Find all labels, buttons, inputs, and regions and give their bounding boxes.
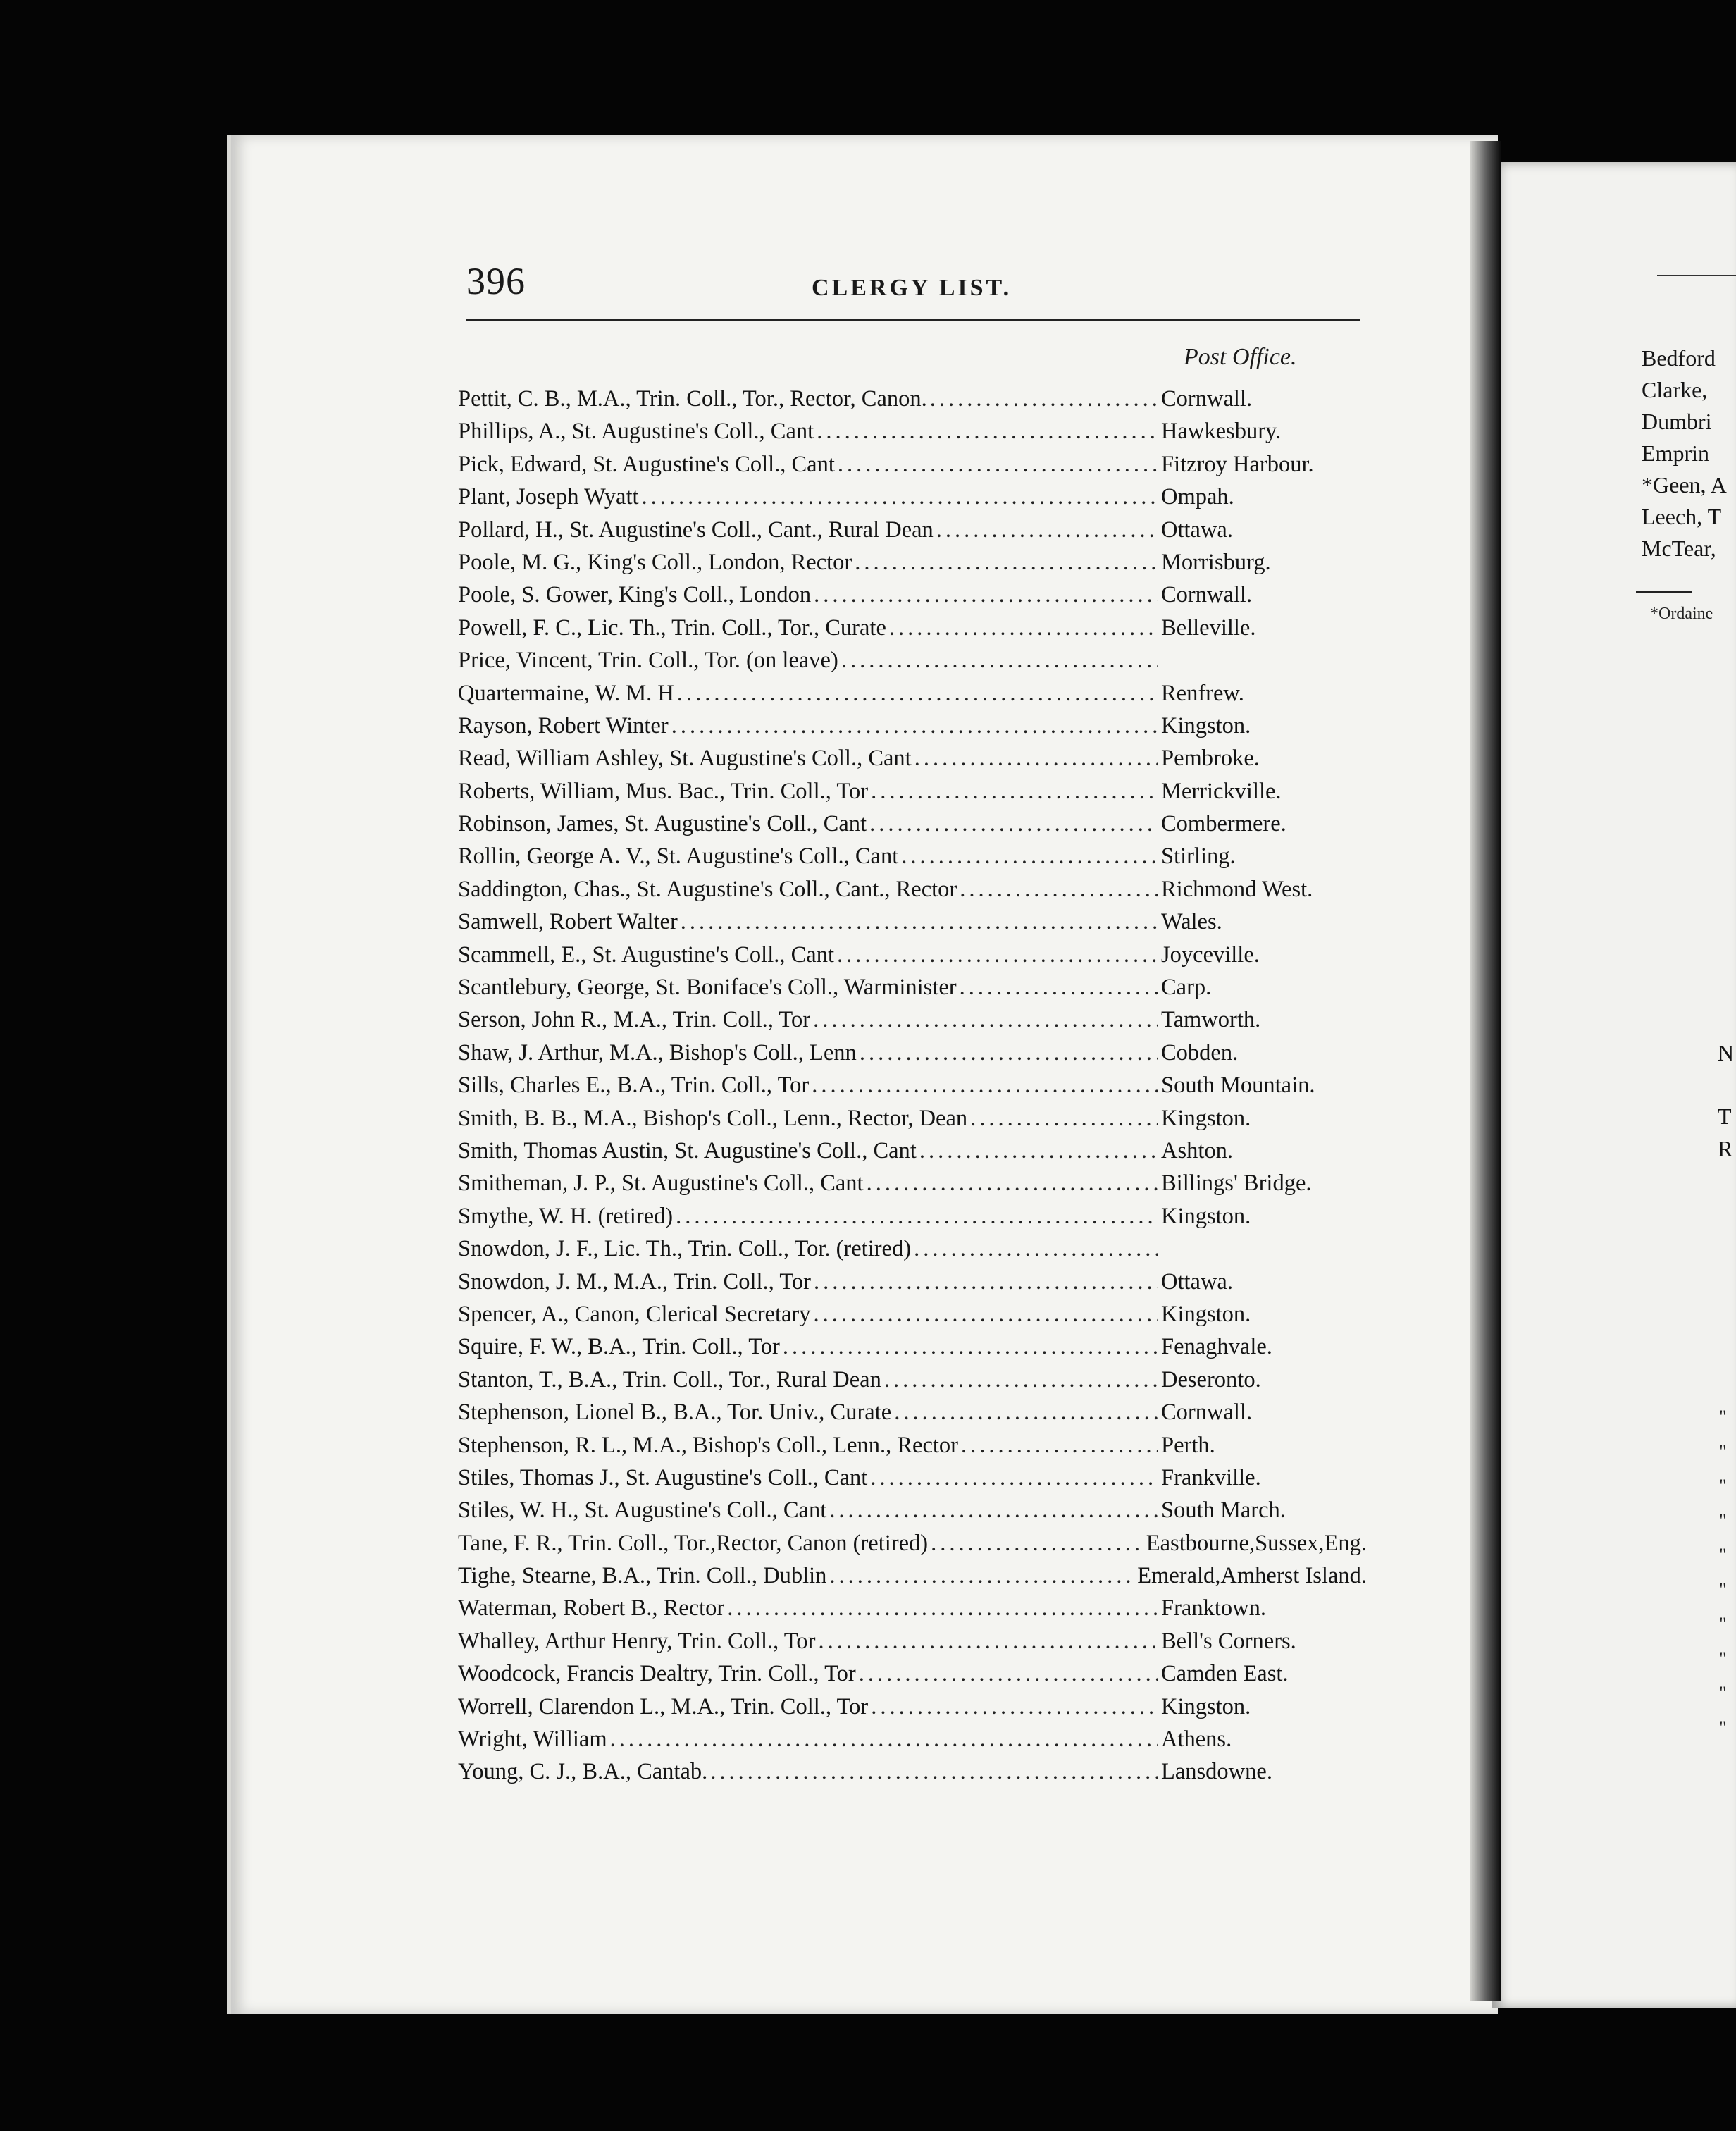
clergy-name: Quartermaine, W. M. H bbox=[458, 680, 674, 706]
dot-leader bbox=[870, 1465, 1158, 1491]
ditto-mark: " bbox=[1719, 1683, 1727, 1703]
dot-leader bbox=[829, 1497, 1158, 1524]
post-office: Kingston. bbox=[1161, 712, 1251, 739]
dot-leader bbox=[859, 1661, 1158, 1687]
dot-leader bbox=[710, 1759, 1158, 1785]
post-office: Ompah. bbox=[1161, 484, 1234, 510]
list-item bbox=[458, 1269, 1367, 1302]
list-item bbox=[458, 582, 1367, 614]
clergy-name: Squire, F. W., B.A., Trin. Coll., Tor bbox=[458, 1334, 780, 1360]
dot-leader bbox=[931, 1531, 1143, 1557]
dot-leader bbox=[727, 1595, 1158, 1622]
clergy-name: Stephenson, R. L., M.A., Bishop's Coll., Lenn., Rector bbox=[458, 1432, 959, 1458]
post-office: Kingston. bbox=[1161, 1105, 1251, 1131]
dot-leader bbox=[838, 452, 1158, 478]
dot-leader bbox=[855, 550, 1158, 576]
clergy-name: Smitheman, J. P., St. Augustine's Coll., Cant bbox=[458, 1170, 864, 1197]
list-item bbox=[458, 484, 1367, 517]
dot-leader bbox=[817, 419, 1158, 445]
facing-page-line: Emprin bbox=[1642, 440, 1709, 466]
clergy-name: Stiles, W. H., St. Augustine's Coll., Cant bbox=[458, 1497, 827, 1524]
clergy-name: Worrell, Clarendon L., M.A., Trin. Coll., Tor bbox=[458, 1693, 869, 1719]
ditto-mark: " bbox=[1719, 1441, 1727, 1462]
post-office: Fenaghvale. bbox=[1161, 1334, 1272, 1360]
dot-leader bbox=[642, 484, 1158, 510]
dot-leader bbox=[871, 1694, 1158, 1720]
list-item bbox=[458, 1400, 1367, 1432]
dot-leader bbox=[869, 811, 1158, 837]
post-office: Bell's Corners. bbox=[1161, 1628, 1296, 1654]
post-office: Fitzroy Harbour. bbox=[1161, 451, 1314, 477]
clergy-name: Pettit, C. B., M.A., Trin. Coll., Tor., Rector, Canon. bbox=[458, 386, 927, 412]
list-item bbox=[458, 550, 1367, 582]
list-item bbox=[458, 517, 1367, 550]
list-item bbox=[458, 1106, 1367, 1138]
dot-leader bbox=[671, 713, 1158, 739]
post-office: Kingston. bbox=[1161, 1693, 1251, 1719]
clergy-name: Stephenson, Lionel B., B.A., Tor. Univ., Curate bbox=[458, 1400, 892, 1426]
ditto-mark: " bbox=[1719, 1545, 1727, 1565]
facing-page-line: Dumbri bbox=[1642, 409, 1712, 434]
ditto-mark: " bbox=[1719, 1648, 1727, 1669]
dot-leader bbox=[970, 1106, 1158, 1132]
clergy-name: Shaw, J. Arthur, M.A., Bishop's Coll., Lenn bbox=[458, 1039, 857, 1066]
dot-leader bbox=[884, 1367, 1158, 1393]
list-item bbox=[458, 1367, 1367, 1400]
dot-leader bbox=[871, 779, 1158, 805]
dot-leader bbox=[681, 909, 1158, 935]
list-item bbox=[458, 1236, 1367, 1268]
list-item bbox=[458, 648, 1367, 680]
clergy-name: Smith, Thomas Austin, St. Augustine's Coll., Cant bbox=[458, 1137, 917, 1163]
page-number: 396 bbox=[466, 260, 526, 302]
clergy-name: Plant, Joseph Wyatt bbox=[458, 484, 639, 510]
dot-leader bbox=[676, 1204, 1158, 1230]
post-office: Billings' Bridge. bbox=[1161, 1170, 1312, 1197]
clergy-name: Pollard, H., St. Augustine's Coll., Cant., Rural Dean bbox=[458, 517, 934, 543]
clergy-name: Samwell, Robert Walter bbox=[458, 909, 678, 935]
list-item bbox=[458, 1661, 1367, 1693]
clergy-name: Waterman, Robert B., Rector bbox=[458, 1595, 725, 1622]
clergy-name: Serson, John R., M.A., Trin. Coll., Tor bbox=[458, 1007, 811, 1033]
list-item bbox=[458, 1138, 1367, 1170]
dot-leader bbox=[914, 746, 1158, 772]
list-item bbox=[458, 942, 1367, 975]
clergy-name: Saddington, Chas., St. Augustine's Coll., Cant., Rector bbox=[458, 876, 957, 902]
post-office: Frankville. bbox=[1161, 1464, 1261, 1490]
clergy-name: Phillips, A., St. Augustine's Coll., Cant bbox=[458, 419, 814, 445]
clergy-name: Woodcock, Francis Dealtry, Trin. Coll., Tor bbox=[458, 1661, 856, 1687]
clergy-name: Tighe, Stearne, B.A., Trin. Coll., Dublin bbox=[458, 1563, 827, 1589]
clergy-name: Stiles, Thomas J., St. Augustine's Coll., Cant bbox=[458, 1464, 868, 1490]
post-office: Lansdowne. bbox=[1161, 1759, 1272, 1785]
clergy-name: Snowdon, J. M., M.A., Trin. Coll., Tor bbox=[458, 1268, 811, 1295]
clergy-name: Poole, M. G., King's Coll., London, Rector bbox=[458, 549, 852, 575]
clergy-name: Powell, F. C., Lic. Th., Trin. Coll., Tor., Curate bbox=[458, 614, 886, 641]
dot-leader bbox=[677, 681, 1158, 707]
dot-leader bbox=[813, 1007, 1158, 1033]
post-office: Kingston. bbox=[1161, 1203, 1251, 1229]
list-item bbox=[458, 909, 1367, 941]
dot-leader bbox=[814, 1269, 1158, 1295]
dot-leader bbox=[610, 1727, 1158, 1753]
clergy-name: Wright, William bbox=[458, 1727, 607, 1753]
post-office: Cornwall. bbox=[1161, 386, 1253, 412]
list-item bbox=[458, 1204, 1367, 1236]
facing-page-rule bbox=[1657, 275, 1736, 276]
post-office: Cornwall. bbox=[1161, 582, 1253, 608]
page-title: CLERGY LIST. bbox=[812, 275, 1012, 301]
dot-leader bbox=[860, 1040, 1158, 1066]
post-office: Belleville. bbox=[1161, 614, 1256, 641]
list-item bbox=[458, 1302, 1367, 1334]
dot-leader bbox=[812, 1073, 1158, 1099]
post-office: Stirling. bbox=[1161, 844, 1236, 870]
dot-leader bbox=[818, 1629, 1158, 1655]
list-item bbox=[458, 1727, 1367, 1759]
list-item bbox=[458, 877, 1367, 909]
list-item bbox=[458, 1629, 1367, 1661]
post-office: Carp. bbox=[1161, 975, 1212, 1001]
list-item bbox=[458, 681, 1367, 713]
post-office: Camden East. bbox=[1161, 1661, 1289, 1687]
list-item bbox=[458, 419, 1367, 451]
post-office: Pembroke. bbox=[1161, 746, 1260, 772]
facing-page-line: Bedford bbox=[1642, 345, 1716, 371]
post-office-column-header: Post Office. bbox=[1184, 344, 1297, 370]
clergy-name: Robinson, James, St. Augustine's Coll., Cant bbox=[458, 811, 867, 837]
clergy-name: Young, C. J., B.A., Cantab. bbox=[458, 1759, 708, 1785]
list-item bbox=[458, 975, 1367, 1007]
running-head bbox=[466, 254, 1360, 321]
ditto-mark: " bbox=[1719, 1476, 1727, 1496]
dot-leader bbox=[889, 615, 1158, 641]
facing-page-letter: R bbox=[1718, 1136, 1733, 1161]
list-item bbox=[458, 1073, 1367, 1105]
post-office: Tamworth. bbox=[1161, 1007, 1261, 1033]
facing-page-line: *Geen, A bbox=[1642, 472, 1727, 498]
facing-page-footnote: *Ordaine bbox=[1650, 605, 1713, 623]
dot-leader bbox=[914, 1236, 1158, 1262]
post-office: Athens. bbox=[1161, 1727, 1232, 1753]
list-item bbox=[458, 1433, 1367, 1465]
facing-page-line: McTear, bbox=[1642, 536, 1716, 561]
list-item bbox=[458, 811, 1367, 844]
clergy-name: Price, Vincent, Trin. Coll., Tor. (on leave) bbox=[458, 648, 838, 674]
list-item bbox=[458, 779, 1367, 811]
clergy-name: Roberts, William, Mus. Bac., Trin. Coll., Tor bbox=[458, 778, 869, 804]
ditto-mark: " bbox=[1719, 1717, 1727, 1738]
post-office: Richmond West. bbox=[1161, 876, 1313, 902]
facing-page-line: Leech, T bbox=[1642, 504, 1722, 529]
post-office: South Mountain. bbox=[1161, 1073, 1315, 1099]
post-office: Combermere. bbox=[1161, 811, 1286, 837]
list-item bbox=[458, 1497, 1367, 1530]
clergy-name: Spencer, A., Canon, Clerical Secretary bbox=[458, 1301, 811, 1327]
clergy-name: Stanton, T., B.A., Trin. Coll., Tor., Rural Dean bbox=[458, 1366, 881, 1392]
post-office: Hawkesbury. bbox=[1161, 419, 1282, 445]
list-item bbox=[458, 1531, 1367, 1563]
ditto-mark: " bbox=[1719, 1579, 1727, 1600]
dot-leader bbox=[894, 1400, 1158, 1426]
post-office: Perth. bbox=[1161, 1432, 1215, 1458]
dot-leader bbox=[841, 648, 1158, 674]
post-office: Deseronto. bbox=[1161, 1366, 1261, 1392]
post-office: Cornwall. bbox=[1161, 1400, 1253, 1426]
clergy-name: Smythe, W. H. (retired) bbox=[458, 1203, 674, 1229]
dot-leader bbox=[960, 877, 1158, 903]
clergy-name: Scantlebury, George, St. Boniface's Coll., Warminister bbox=[458, 975, 957, 1001]
post-office: Franktown. bbox=[1161, 1595, 1266, 1622]
post-office: Cobden. bbox=[1161, 1039, 1239, 1066]
list-item bbox=[458, 452, 1367, 484]
list-item bbox=[458, 1334, 1367, 1366]
clergy-name: Whalley, Arthur Henry, Trin. Coll., Tor bbox=[458, 1628, 816, 1654]
post-office: Ashton. bbox=[1161, 1137, 1234, 1163]
list-item bbox=[458, 1595, 1367, 1628]
clergy-name: Rayson, Robert Winter bbox=[458, 712, 669, 739]
list-item bbox=[458, 615, 1367, 648]
dot-leader bbox=[813, 1302, 1158, 1328]
facing-page-letter: N bbox=[1718, 1040, 1735, 1066]
list-item bbox=[458, 386, 1367, 419]
list-item bbox=[458, 1170, 1367, 1203]
list-item bbox=[458, 1465, 1367, 1497]
dot-leader bbox=[961, 1433, 1158, 1459]
footnote-rule bbox=[1636, 591, 1692, 593]
post-office: Ottawa. bbox=[1161, 517, 1233, 543]
clergy-name: Poole, S. Gower, King's Coll., London bbox=[458, 582, 812, 608]
dot-leader bbox=[867, 1170, 1158, 1197]
clergy-name: Tane, F. R., Trin. Coll., Tor.,Rector, Canon (retired) bbox=[458, 1530, 929, 1556]
ditto-mark: " bbox=[1719, 1614, 1727, 1634]
post-office: Merrickville. bbox=[1161, 778, 1282, 804]
ditto-mark: " bbox=[1719, 1510, 1727, 1531]
post-office: Wales. bbox=[1161, 909, 1222, 935]
facing-page-letter: T bbox=[1718, 1104, 1732, 1129]
dot-leader bbox=[936, 517, 1158, 543]
post-office: Eastbourne,Sussex,Eng. bbox=[1146, 1530, 1367, 1556]
right-page bbox=[1492, 162, 1736, 2008]
list-item bbox=[458, 1759, 1367, 1791]
list-item bbox=[458, 1040, 1367, 1073]
book-gutter bbox=[1470, 141, 1501, 2001]
list-item bbox=[458, 746, 1367, 778]
clergy-list bbox=[458, 386, 1367, 1792]
clergy-name: Sills, Charles E., B.A., Trin. Coll., Tor bbox=[458, 1073, 810, 1099]
list-item bbox=[458, 1694, 1367, 1727]
facing-page-line: Clarke, bbox=[1642, 377, 1708, 402]
dot-leader bbox=[901, 844, 1158, 870]
dot-leader bbox=[814, 582, 1158, 608]
dot-leader bbox=[919, 1138, 1158, 1164]
clergy-name: Rollin, George A. V., St. Augustine's Coll., Cant bbox=[458, 844, 899, 870]
clergy-name: Read, William Ashley, St. Augustine's Coll., Cant bbox=[458, 746, 912, 772]
post-office: Joyceville. bbox=[1161, 941, 1260, 968]
post-office: South March. bbox=[1161, 1497, 1286, 1524]
post-office: Morrisburg. bbox=[1161, 549, 1271, 575]
clergy-name: Pick, Edward, St. Augustine's Coll., Cant bbox=[458, 451, 835, 477]
ditto-mark: " bbox=[1719, 1407, 1727, 1427]
dot-leader bbox=[930, 386, 1158, 412]
list-item bbox=[458, 1007, 1367, 1039]
clergy-name: Snowdon, J. F., Lic. Th., Trin. Coll., Tor. (retired) bbox=[458, 1236, 912, 1262]
dot-leader bbox=[783, 1334, 1158, 1360]
dot-leader bbox=[960, 975, 1158, 1001]
list-item bbox=[458, 844, 1367, 876]
post-office: Renfrew. bbox=[1161, 680, 1244, 706]
post-office: Ottawa. bbox=[1161, 1268, 1233, 1295]
post-office: Emerald,Amherst Island. bbox=[1137, 1563, 1367, 1589]
dot-leader bbox=[829, 1563, 1134, 1589]
list-item bbox=[458, 1563, 1367, 1595]
dot-leader bbox=[837, 942, 1158, 968]
clergy-name: Scammell, E., St. Augustine's Coll., Cant bbox=[458, 941, 834, 968]
list-item bbox=[458, 713, 1367, 746]
post-office: Kingston. bbox=[1161, 1301, 1251, 1327]
clergy-name: Smith, B. B., M.A., Bishop's Coll., Lenn., Rector, Dean bbox=[458, 1105, 968, 1131]
